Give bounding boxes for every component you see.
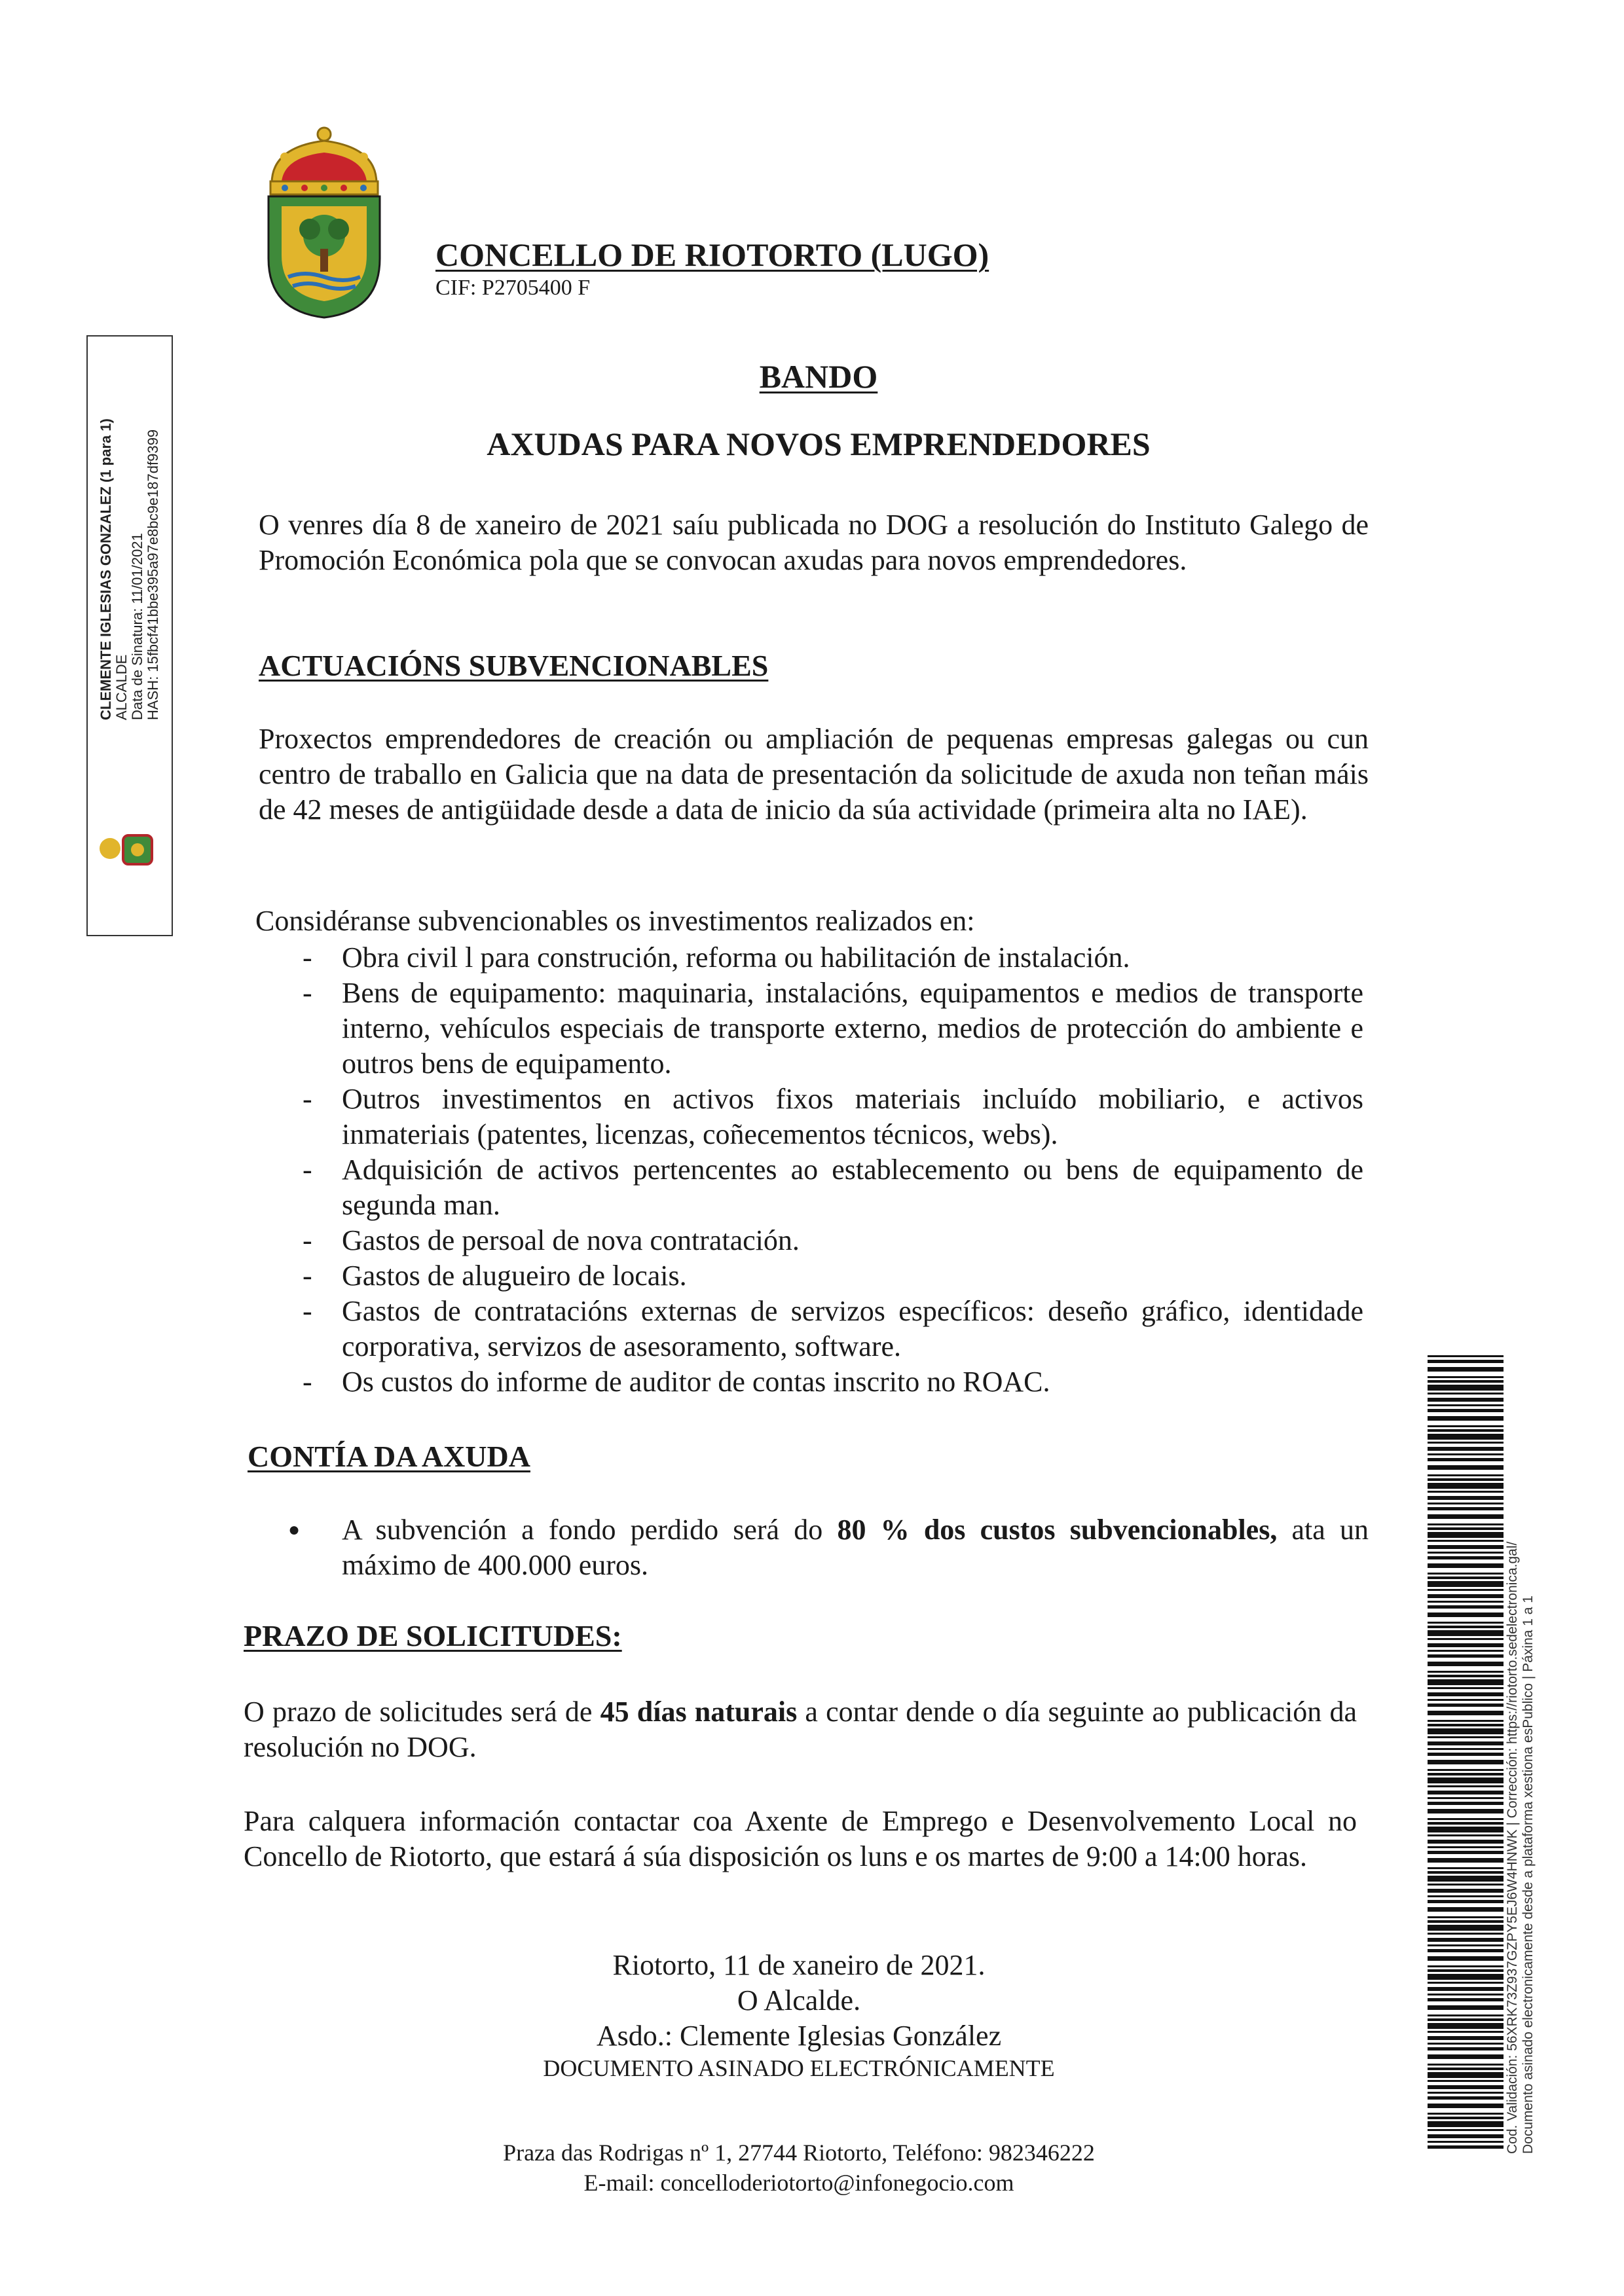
barcode-bar xyxy=(1428,1503,1504,1504)
stamp-date: Data de Sinatura: 11/01/2021 xyxy=(129,533,145,720)
contia-bullet-item xyxy=(288,1512,1369,1583)
barcode-bar xyxy=(1428,1769,1504,1771)
barcode-bar xyxy=(1428,1969,1504,1972)
investments-list xyxy=(303,940,1363,1400)
barcode-bar xyxy=(1428,1360,1504,1363)
document-title: BANDO xyxy=(759,358,878,395)
barcode-bar xyxy=(1428,1760,1504,1764)
barcode-bar xyxy=(1428,1822,1504,1825)
barcode-bar xyxy=(1428,1478,1504,1481)
barcode-bar xyxy=(1428,1791,1504,1795)
barcode-bar xyxy=(1428,1818,1504,1820)
barcode-bar xyxy=(1428,1692,1504,1696)
barcode-bar xyxy=(1428,1797,1504,1799)
barcode-bar xyxy=(1428,1994,1504,1995)
barcode-bar xyxy=(1428,1944,1504,1946)
barcode-bar xyxy=(1428,1858,1504,1863)
barcode-bar xyxy=(1428,1671,1504,1673)
stamp-signer: CLEMENTE IGLESIAS GONZALEZ (1 para 1) xyxy=(98,418,114,720)
barcode-bar xyxy=(1428,2080,1504,2082)
barcode-bar xyxy=(1428,1846,1504,1848)
signature-place-date: Riotorto, 11 de xaneiro de 2021. xyxy=(612,1949,986,1981)
barcode-bar xyxy=(1428,2054,1504,2059)
barcode-bar xyxy=(1428,1699,1504,1701)
barcode-bar xyxy=(1428,1425,1504,1427)
section-heading-prazo: PRAZO DE SOLICITUDES: xyxy=(244,1619,622,1652)
barcode-bar xyxy=(1428,1827,1504,1832)
barcode-bar xyxy=(1428,2036,1504,2040)
barcode-bar xyxy=(1428,1527,1504,1530)
barcode-bar xyxy=(1428,2129,1504,2131)
barcode-bar xyxy=(1428,1496,1504,1500)
contia-text-bold: 80 % dos custos subvencionables, xyxy=(837,1514,1278,1546)
barcode-bar xyxy=(1428,1871,1504,1874)
barcode-bar xyxy=(1428,1589,1504,1591)
barcode-bar xyxy=(1428,1938,1504,1942)
barcode-bar xyxy=(1428,1900,1504,1903)
barcode-bar xyxy=(1428,1398,1504,1402)
barcode-bar xyxy=(1428,1442,1504,1444)
validation-barcode xyxy=(1428,1355,1504,2154)
org-name: CONCELLO DE RIOTORTO (LUGO) xyxy=(435,236,989,273)
barcode-bar xyxy=(1428,1545,1504,1549)
barcode-bar xyxy=(1428,1355,1504,1357)
barcode-bar xyxy=(1428,1552,1504,1554)
barcode-bar xyxy=(1428,2134,1504,2138)
barcode-bar xyxy=(1428,1748,1504,1750)
barcode-bar xyxy=(1428,2145,1504,2149)
barcode-bar xyxy=(1428,1458,1504,1461)
signature-role: O Alcalde. xyxy=(737,1984,861,2016)
barcode-bar xyxy=(1428,1867,1504,1869)
validation-text xyxy=(1505,1447,1536,2154)
prazo-paragraph: O prazo de solicitudes será de 45 días naturais a contar dende o día seguinte ao publicación da resolución no DOG. xyxy=(244,1696,1357,1763)
footer-email: E-mail: concelloderiotorto@infonegocio.com xyxy=(583,2170,1014,2196)
list-item: - Gastos de contratacións externas de servizos específicos: deseño gráfico, identidade corporativa, servizos de asesoramento, software. xyxy=(303,1295,1363,1362)
barcode-bar xyxy=(1428,1834,1504,1836)
barcode-bar xyxy=(1428,1711,1504,1715)
barcode-bar xyxy=(1428,2104,1504,2108)
barcode-bar xyxy=(1428,1654,1504,1658)
footer-address: Praza das Rodrigas nº 1, 27744 Riotorto, Teléfono: 982346222 xyxy=(503,2140,1095,2166)
barcode-bar xyxy=(1428,1605,1504,1609)
barcode-bar xyxy=(1428,1876,1504,1882)
barcode-bar xyxy=(1428,1884,1504,1886)
barcode-bar xyxy=(1428,1523,1504,1525)
barcode-bar xyxy=(1428,1638,1504,1640)
barcode-bar xyxy=(1428,1704,1504,1707)
list-intro: Considéranse subvencionables os investimentos realizados en: xyxy=(255,905,975,937)
barcode-bar xyxy=(1428,1630,1504,1636)
barcode-bar xyxy=(1428,1453,1504,1455)
barcode-bar xyxy=(1428,2141,1504,2143)
barcode-bar xyxy=(1428,1376,1504,1378)
validation-line-1: Cod. Validación: 56XRK73Z937GZPY5EJ6W4HNWK | Corrección: https://riotorto.sedelectronica.gal/ xyxy=(1505,1541,1520,2154)
bullet-dot-icon: ● xyxy=(288,1519,301,1540)
barcode-bar xyxy=(1428,1675,1504,1677)
list-item: - Gastos de persoal de nova contratación. xyxy=(303,1224,800,1256)
barcode-bar xyxy=(1428,1507,1504,1510)
barcode-bar xyxy=(1428,1563,1504,1568)
barcode-bar xyxy=(1428,1802,1504,1805)
barcode-bar xyxy=(1428,1556,1504,1559)
barcode-bar xyxy=(1428,1483,1504,1489)
barcode-bar xyxy=(1428,1491,1504,1493)
barcode-bar xyxy=(1428,1573,1504,1575)
barcode-bar xyxy=(1428,2068,1504,2070)
validation-line-2: Documento asinado electronicamente desde a plataforma xestiona esPublico | Páxina 1 a 1 xyxy=(1521,1595,1536,2154)
barcode-bar xyxy=(1428,2043,1504,2045)
barcode-bar xyxy=(1428,2117,1504,2119)
barcode-bar xyxy=(1428,1385,1504,1391)
list-item: - Outros investimentos en activos fixos materiais incluído mobiliario, e activos inmateriais (patentes, licenzas, coñecementos técnicos, webs). xyxy=(303,1083,1363,1150)
barcode-bar xyxy=(1428,1679,1504,1685)
barcode-bar xyxy=(1428,1532,1504,1538)
contia-text-after: ata un máximo de 400.000 euros. xyxy=(342,1514,1369,1581)
actuacions-paragraph: Proxectos emprendedores de creación ou ampliación de pequenas empresas galegas ou cun centro de traballo en Galicia que na data de presentación da solicitude de axuda non teñan máis de 42 meses de antigüidade desde a data de inicio da súa actividade (primeira alta no IAE). xyxy=(259,723,1369,826)
barcode-bar xyxy=(1428,2096,1504,2100)
barcode-bar xyxy=(1428,1933,1504,1935)
barcode-bar xyxy=(1428,1728,1504,1734)
footer xyxy=(354,2138,1244,2198)
barcode-bar xyxy=(1428,1380,1504,1383)
barcode-bar xyxy=(1428,1416,1504,1421)
signature-note: DOCUMENTO ASINADO ELECTRÓNICAMENTE xyxy=(543,2055,1055,2081)
barcode-bar xyxy=(1428,1753,1504,1756)
barcode-bar xyxy=(1428,2018,1504,2021)
barcode-bar xyxy=(1428,1367,1504,1372)
barcode-bar xyxy=(1428,1949,1504,1952)
barcode-bar xyxy=(1428,1687,1504,1689)
barcode-bar xyxy=(1428,1720,1504,1722)
barcode-bar xyxy=(1428,1662,1504,1666)
stamp-seal-icon xyxy=(97,826,160,871)
barcode-bar xyxy=(1428,1987,1504,1991)
barcode-bar xyxy=(1428,1982,1504,1984)
barcode-bar xyxy=(1428,2085,1504,2089)
barcode-bar xyxy=(1428,1916,1504,1918)
stamp-role: ALCALDE xyxy=(113,654,130,720)
barcode-bar xyxy=(1428,1650,1504,1652)
barcode-bar xyxy=(1428,1809,1504,1813)
barcode-bar xyxy=(1428,1736,1504,1738)
barcode-bar xyxy=(1428,1465,1504,1470)
barcode-bar xyxy=(1428,1581,1504,1587)
section-heading-contia: CONTÍA DA AXUDA xyxy=(248,1440,530,1473)
document-subtitle: AXUDAS PARA NOVOS EMPRENDEDORES xyxy=(487,426,1151,462)
barcode-bar xyxy=(1428,1907,1504,1912)
barcode-bar xyxy=(1428,1594,1504,1598)
contact-paragraph: Para calquera información contactar coa Axente de Emprego e Desenvolvemento Local no Concello de Riotorto, que estará á súa disposición os luns e os martes de 9:00 a 14:00 horas. xyxy=(244,1805,1357,1872)
barcode-bar xyxy=(1428,1895,1504,1897)
barcode-bar xyxy=(1428,1434,1504,1440)
barcode-bar xyxy=(1428,2072,1504,2078)
barcode-bar xyxy=(1428,1643,1504,1647)
barcode-bar xyxy=(1428,1601,1504,1603)
list-item: - Adquisición de activos pertencentes ao establecemento ou bens de equipamento de segunda man. xyxy=(303,1154,1363,1221)
signature-name: Asdo.: Clemente Iglesias González xyxy=(596,2020,1002,2052)
barcode-bar xyxy=(1428,2092,1504,2094)
barcode-bar xyxy=(1428,1613,1504,1617)
barcode-bar xyxy=(1428,2031,1504,2033)
barcode-bar xyxy=(1428,1974,1504,1980)
barcode-bar xyxy=(1428,1925,1504,1931)
barcode-bar xyxy=(1428,1773,1504,1776)
barcode-bar xyxy=(1428,1474,1504,1476)
coat-of-arms-logo xyxy=(259,121,390,321)
barcode-bar xyxy=(1428,1965,1504,1967)
barcode-bar xyxy=(1428,2047,1504,2050)
barcode-bar xyxy=(1428,2014,1504,2016)
barcode-bar xyxy=(1428,1840,1504,1844)
barcode-bar xyxy=(1428,1998,1504,2001)
barcode-bar xyxy=(1428,1447,1504,1451)
stamp-hash: HASH: 15fbcf41bbe395a97e8bc9e187df9399 xyxy=(145,429,161,720)
barcode-bar xyxy=(1428,1785,1504,1787)
barcode-bar xyxy=(1428,1626,1504,1628)
list-item: - Obra civil l para construción, reforma ou habilitación de instalación. xyxy=(303,941,1130,974)
barcode-bar xyxy=(1428,1514,1504,1519)
signature-stamp-text xyxy=(98,183,161,720)
barcode-bar xyxy=(1428,2113,1504,2115)
barcode-bar xyxy=(1428,1741,1504,1745)
barcode-bar xyxy=(1428,1956,1504,1961)
barcode-bar xyxy=(1428,1889,1504,1893)
barcode-bar xyxy=(1428,1576,1504,1579)
list-item: - Gastos de alugueiro de locais. xyxy=(303,1260,687,1292)
barcode-bar xyxy=(1428,1393,1504,1394)
barcode-bar xyxy=(1428,1724,1504,1726)
barcode-bar xyxy=(1428,2121,1504,2127)
org-cif: CIF: P2705400 F xyxy=(435,276,591,300)
barcode-bar xyxy=(1428,1622,1504,1624)
signature-block xyxy=(393,1948,1205,2083)
crown-icon xyxy=(270,128,378,194)
contia-text-before: A subvención a fondo perdido será do xyxy=(342,1514,838,1546)
barcode-bar xyxy=(1428,1777,1504,1783)
barcode-bar xyxy=(1428,1404,1504,1406)
barcode-bar xyxy=(1428,2005,1504,2010)
barcode-bar xyxy=(1428,1920,1504,1923)
barcode-bar xyxy=(1428,1540,1504,1542)
barcode-bar xyxy=(1428,1851,1504,1854)
barcode-bar xyxy=(1428,2064,1504,2066)
barcode-bar xyxy=(1428,1429,1504,1432)
barcode-bar xyxy=(1428,1409,1504,1412)
intro-paragraph: O venres día 8 de xaneiro de 2021 saíu publicada no DOG a resolución do Instituto Galego de Promoción Económica pola que se convocan axudas para novos emprendedores. xyxy=(259,509,1369,576)
barcode-bar xyxy=(1428,2023,1504,2029)
section-heading-actuacions: ACTUACIÓNS SUBVENCIONABLES xyxy=(259,649,769,682)
list-item: - Bens de equipamento: maquinaria, instalacións, equipamentos e medios de transporte interno, vehículos especiais de transporte externo, medios de protección do ambiente e outros bens de equipamento. xyxy=(303,977,1363,1080)
list-item: - Os custos do informe de auditor de contas inscrito no ROAC. xyxy=(303,1366,1050,1398)
